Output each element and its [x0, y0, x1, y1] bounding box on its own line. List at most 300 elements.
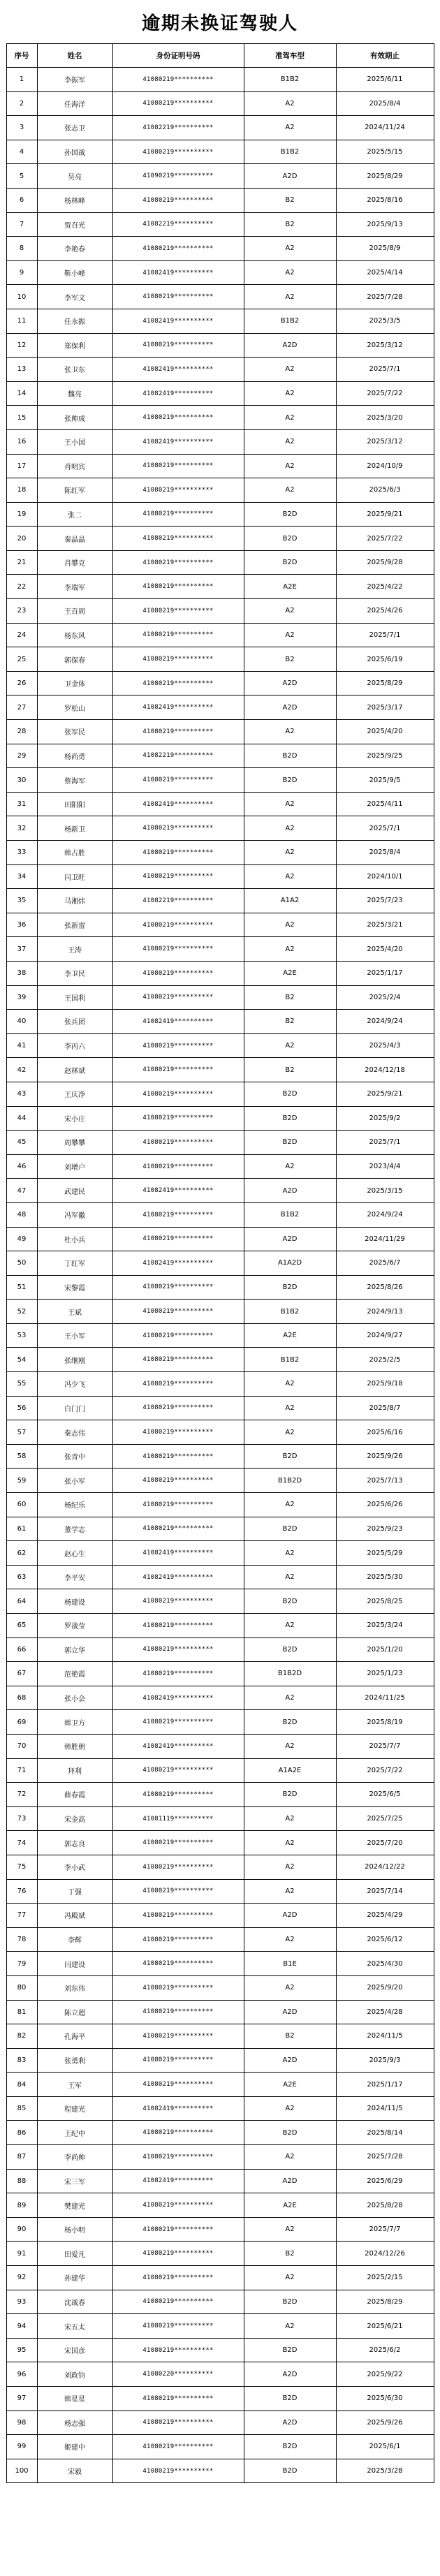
vehicle-class: A2 — [244, 260, 336, 285]
id-number: 41080219********** — [112, 599, 244, 624]
row-index: 15 — [6, 406, 37, 430]
table-row — [6, 2073, 434, 2097]
id-number: 41080219********** — [112, 2048, 244, 2073]
row-index: 2 — [6, 91, 37, 116]
driver-name: 李振军 — [37, 68, 112, 92]
driver-name: 王军 — [37, 2073, 112, 2097]
driver-name: 李平安 — [37, 1565, 112, 1589]
id-number: 41082219********** — [112, 116, 244, 140]
id-number: 41080219********** — [112, 1589, 244, 1614]
driver-name: 冯军徽 — [37, 1202, 112, 1227]
id-number: 41082419********** — [112, 429, 244, 454]
expiry-date: 2024/11/24 — [336, 116, 434, 140]
vehicle-class: A2E — [244, 575, 336, 599]
id-number: 41080219********** — [112, 1372, 244, 1397]
row-index: 58 — [6, 1444, 37, 1469]
vehicle-class: A2 — [244, 1927, 336, 1952]
driver-name: 姬建中 — [37, 2435, 112, 2459]
driver-name: 杨林峰 — [37, 188, 112, 212]
row-index: 79 — [6, 1952, 37, 1976]
vehicle-class: A2 — [244, 1541, 336, 1566]
id-number: 41082219********** — [112, 212, 244, 237]
expiry-date: 2025/6/26 — [336, 1493, 434, 1517]
vehicle-class: A2 — [244, 381, 336, 406]
driver-name: 张新雷 — [37, 913, 112, 937]
table-row — [6, 2314, 434, 2339]
table-row — [6, 720, 434, 744]
row-index: 24 — [6, 623, 37, 647]
vehicle-class: B1B2 — [244, 1202, 336, 1227]
driver-name: 王纪中 — [37, 2121, 112, 2145]
vehicle-class: A2 — [244, 237, 336, 261]
row-index: 49 — [6, 1227, 37, 1251]
expiry-date: 2025/6/11 — [336, 68, 434, 92]
row-index: 19 — [6, 502, 37, 527]
id-number: 41080219********** — [112, 454, 244, 478]
row-index: 1 — [6, 68, 37, 92]
table-row — [6, 2024, 434, 2049]
vehicle-class: A2 — [244, 2096, 336, 2121]
row-index: 36 — [6, 913, 37, 937]
vehicle-class: A2 — [244, 1372, 336, 1397]
vehicle-class: B2 — [244, 1010, 336, 1034]
table-body — [6, 68, 434, 2483]
driver-name: 闫建设 — [37, 1952, 112, 1976]
driver-name: 宋金高 — [37, 1806, 112, 1831]
id-number: 41080219********** — [112, 2387, 244, 2411]
id-number: 41080219********** — [112, 841, 244, 865]
expiry-date: 2025/4/30 — [336, 1952, 434, 1976]
driver-name: 张青中 — [37, 1444, 112, 1469]
id-number: 41080219********** — [112, 1106, 244, 1131]
driver-name: 郑保利 — [37, 333, 112, 358]
vehicle-class: A2 — [244, 599, 336, 624]
expiry-date: 2024/10/1 — [336, 864, 434, 889]
table-row — [6, 1106, 434, 1131]
table-row — [6, 1131, 434, 1155]
driver-name: 杨纪乐 — [37, 1493, 112, 1517]
id-number: 41080219********** — [112, 478, 244, 503]
driver-name: 张继刚 — [37, 1348, 112, 1372]
id-number: 41080219********** — [112, 1517, 244, 1541]
vehicle-class: A1A2E — [244, 1758, 336, 1783]
expiry-date: 2025/8/9 — [336, 237, 434, 261]
expiry-date: 2025/8/26 — [336, 1275, 434, 1300]
row-index: 95 — [6, 2338, 37, 2362]
row-index: 6 — [6, 188, 37, 212]
header-index: 序号 — [6, 44, 37, 68]
row-index: 64 — [6, 1589, 37, 1614]
row-index: 5 — [6, 164, 37, 189]
id-number: 41080219********** — [112, 1154, 244, 1179]
driver-name: 李辉 — [37, 1927, 112, 1952]
table-row — [6, 841, 434, 865]
id-number: 41080219********** — [112, 1662, 244, 1686]
row-index: 51 — [6, 1275, 37, 1300]
row-index: 50 — [6, 1251, 37, 1276]
row-index: 63 — [6, 1565, 37, 1589]
row-index: 35 — [6, 889, 37, 913]
expiry-date: 2025/7/23 — [336, 889, 434, 913]
id-number: 41080219********** — [112, 1396, 244, 1420]
table-row — [6, 1420, 434, 1445]
vehicle-class: A2 — [244, 1855, 336, 1879]
driver-name: 马湘炜 — [37, 889, 112, 913]
expiry-date: 2025/6/2 — [336, 2338, 434, 2362]
id-number: 41080219********** — [112, 1710, 244, 1735]
driver-name: 张小会 — [37, 1686, 112, 1710]
row-index: 46 — [6, 1154, 37, 1179]
driver-name: 郭保春 — [37, 647, 112, 672]
expiry-date: 2024/9/13 — [336, 1300, 434, 1324]
vehicle-class: A2 — [244, 454, 336, 478]
id-number: 41080219********** — [112, 2314, 244, 2339]
vehicle-class: A2 — [244, 816, 336, 841]
id-number: 41080219********** — [112, 1493, 244, 1517]
expiry-date: 2025/3/28 — [336, 2459, 434, 2483]
row-index: 75 — [6, 1855, 37, 1879]
vehicle-class: B2D — [244, 1131, 336, 1155]
expiry-date: 2025/7/22 — [336, 1758, 434, 1783]
table-row — [6, 1323, 434, 1348]
id-number: 41080219********** — [112, 2000, 244, 2024]
table-row — [6, 2169, 434, 2193]
expiry-date: 2025/7/14 — [336, 1879, 434, 1904]
id-number: 41080219********** — [112, 671, 244, 695]
row-index: 96 — [6, 2362, 37, 2387]
vehicle-class: A2 — [244, 2314, 336, 2339]
driver-name: 罗松山 — [37, 695, 112, 720]
table-row — [6, 695, 434, 720]
driver-name: 任永振 — [37, 309, 112, 333]
expiry-date: 2025/1/20 — [336, 1637, 434, 1662]
vehicle-class: B2D — [244, 550, 336, 575]
table-row — [6, 792, 434, 816]
driver-name: 董学志 — [37, 1517, 112, 1541]
table-row — [6, 502, 434, 527]
table-row — [6, 381, 434, 406]
id-number: 41080219********** — [112, 647, 244, 672]
table-row — [6, 1058, 434, 1082]
driver-name: 靳小峰 — [37, 260, 112, 285]
vehicle-class: B2D — [244, 1783, 336, 1807]
driver-name: 周攀攀 — [37, 1131, 112, 1155]
row-index: 74 — [6, 1831, 37, 1855]
vehicle-class: B2D — [244, 1710, 336, 1735]
table-row — [6, 260, 434, 285]
id-number: 41080219********** — [112, 1975, 244, 2000]
vehicle-class: A2 — [244, 1614, 336, 1638]
table-row — [6, 1348, 434, 1372]
vehicle-class: A1A2D — [244, 1251, 336, 1276]
expiry-date: 2025/6/5 — [336, 1783, 434, 1807]
driver-name: 宋五太 — [37, 2314, 112, 2339]
table-row — [6, 2048, 434, 2073]
vehicle-class: A2D — [244, 1904, 336, 1928]
table-row — [6, 1855, 434, 1879]
driver-name: 郭立华 — [37, 1637, 112, 1662]
row-index: 65 — [6, 1614, 37, 1638]
vehicle-class: B2 — [244, 188, 336, 212]
driver-name: 田阳阳 — [37, 792, 112, 816]
row-index: 33 — [6, 841, 37, 865]
driver-name: 李小武 — [37, 1855, 112, 1879]
vehicle-class: A2 — [244, 1734, 336, 1758]
vehicle-class: A2 — [244, 841, 336, 865]
row-index: 16 — [6, 429, 37, 454]
driver-name: 王斌 — [37, 1300, 112, 1324]
vehicle-class: A2 — [244, 937, 336, 962]
row-index: 39 — [6, 985, 37, 1010]
id-number: 41080219********** — [112, 1614, 244, 1638]
id-number: 41080219********** — [112, 2145, 244, 2170]
expiry-date: 2025/9/13 — [336, 212, 434, 237]
driver-name: 李瑞军 — [37, 575, 112, 599]
row-index: 80 — [6, 1975, 37, 2000]
row-index: 37 — [6, 937, 37, 962]
row-index: 55 — [6, 1372, 37, 1397]
vehicle-class: B2D — [244, 1589, 336, 1614]
row-index: 38 — [6, 961, 37, 985]
row-index: 66 — [6, 1637, 37, 1662]
driver-name: 韩胜朝 — [37, 1734, 112, 1758]
driver-name: 魏亮 — [37, 381, 112, 406]
expiry-date: 2025/7/28 — [336, 285, 434, 309]
expiry-date: 2025/4/20 — [336, 937, 434, 962]
table-row — [6, 164, 434, 189]
table-row — [6, 309, 434, 333]
table-row — [6, 937, 434, 962]
driver-name: 杨志强 — [37, 2411, 112, 2435]
row-index: 11 — [6, 309, 37, 333]
expiry-date: 2025/1/17 — [336, 2073, 434, 2097]
row-index: 91 — [6, 2242, 37, 2266]
table-row — [6, 1202, 434, 1227]
driver-name: 任海洋 — [37, 91, 112, 116]
driver-name: 冯少飞 — [37, 1372, 112, 1397]
table-row — [6, 527, 434, 551]
id-number: 41082419********** — [112, 2169, 244, 2193]
id-number: 41080219********** — [112, 1420, 244, 1445]
expiry-date: 2024/12/22 — [336, 1855, 434, 1879]
id-number: 41080219********** — [112, 2435, 244, 2459]
table-row — [6, 429, 434, 454]
row-index: 9 — [6, 260, 37, 285]
expiry-date: 2025/8/4 — [336, 841, 434, 865]
table-row — [6, 1904, 434, 1928]
table-row — [6, 1565, 434, 1589]
table-row — [6, 1493, 434, 1517]
id-number: 41080219********** — [112, 2459, 244, 2483]
id-number: 41082419********** — [112, 260, 244, 285]
expiry-date: 2025/6/19 — [336, 647, 434, 672]
row-index: 8 — [6, 237, 37, 261]
table-row — [6, 2145, 434, 2170]
expiry-date: 2025/4/26 — [336, 599, 434, 624]
id-number: 41082419********** — [112, 358, 244, 382]
expiry-date: 2025/8/25 — [336, 1589, 434, 1614]
driver-name: 刘政钧 — [37, 2362, 112, 2387]
driver-name: 李军文 — [37, 285, 112, 309]
id-number: 41082219********** — [112, 744, 244, 768]
id-number: 41082419********** — [112, 1010, 244, 1034]
driver-name: 宋国彦 — [37, 2338, 112, 2362]
row-index: 30 — [6, 768, 37, 793]
driver-name: 肖攀克 — [37, 550, 112, 575]
expiry-date: 2025/7/1 — [336, 816, 434, 841]
row-index: 98 — [6, 2411, 37, 2435]
expiry-date: 2025/7/25 — [336, 1806, 434, 1831]
vehicle-class: B1B2 — [244, 68, 336, 92]
id-number: 41080219********** — [112, 1855, 244, 1879]
id-number: 41080219********** — [112, 1058, 244, 1082]
table-row — [6, 1952, 434, 1976]
expiry-date: 2025/6/1 — [336, 2435, 434, 2459]
vehicle-class: A2D — [244, 2362, 336, 2387]
row-index: 78 — [6, 1927, 37, 1952]
row-index: 44 — [6, 1106, 37, 1131]
driver-name: 范艳霞 — [37, 1662, 112, 1686]
driver-name: 陈红军 — [37, 478, 112, 503]
row-index: 41 — [6, 1033, 37, 1058]
vehicle-class: A2D — [244, 2169, 336, 2193]
id-number: 41080219********** — [112, 1082, 244, 1106]
vehicle-class: A2 — [244, 1154, 336, 1179]
driver-name: 卫金体 — [37, 671, 112, 695]
driver-name: 张帅成 — [37, 406, 112, 430]
row-index: 72 — [6, 1783, 37, 1807]
driver-name: 沈战春 — [37, 2290, 112, 2314]
row-index: 25 — [6, 647, 37, 672]
vehicle-class: A2 — [244, 116, 336, 140]
driver-name: 秦晶晶 — [37, 527, 112, 551]
table-row — [6, 2242, 434, 2266]
vehicle-class: A1A2 — [244, 889, 336, 913]
id-number: 41080219********** — [112, 1202, 244, 1227]
vehicle-class: B2D — [244, 2459, 336, 2483]
expiry-date: 2025/6/30 — [336, 2387, 434, 2411]
driver-name: 王涛 — [37, 937, 112, 962]
table-row — [6, 2362, 434, 2387]
driver-name: 罗战莹 — [37, 1614, 112, 1638]
header-vehicle-class: 准驾车型 — [244, 44, 336, 68]
table-row — [6, 550, 434, 575]
driver-name: 丁红军 — [37, 1251, 112, 1276]
id-number: 41080219********** — [112, 2411, 244, 2435]
driver-name: 张兵团 — [37, 1010, 112, 1034]
table-row — [6, 91, 434, 116]
table-row — [6, 2338, 434, 2362]
driver-name: 杨建设 — [37, 1589, 112, 1614]
table-row — [6, 1806, 434, 1831]
row-index: 81 — [6, 2000, 37, 2024]
driver-name: 赵心生 — [37, 1541, 112, 1566]
table-row — [6, 2290, 434, 2314]
expiry-date: 2025/7/1 — [336, 623, 434, 647]
vehicle-class: B2D — [244, 1517, 336, 1541]
document-title: 逾期未换证驾驶人 — [141, 13, 298, 34]
row-index: 20 — [6, 527, 37, 551]
table-row — [6, 1783, 434, 1807]
driver-name: 吴亮 — [37, 164, 112, 189]
driver-name: 孙建华 — [37, 2266, 112, 2290]
row-index: 42 — [6, 1058, 37, 1082]
driver-name: 韩星星 — [37, 2387, 112, 2411]
table-row — [6, 1082, 434, 1106]
table-row — [6, 116, 434, 140]
row-index: 85 — [6, 2096, 37, 2121]
vehicle-class: A2 — [244, 1806, 336, 1831]
row-index: 34 — [6, 864, 37, 889]
id-number: 41080219********** — [112, 1758, 244, 1783]
row-index: 84 — [6, 2073, 37, 2097]
vehicle-class: B1B2 — [244, 309, 336, 333]
id-number: 41080219********** — [112, 1879, 244, 1904]
vehicle-class: B1B2 — [244, 1348, 336, 1372]
expiry-date: 2025/8/29 — [336, 2290, 434, 2314]
table-row — [6, 1275, 434, 1300]
vehicle-class: A2 — [244, 285, 336, 309]
vehicle-class: A2 — [244, 2145, 336, 2170]
id-number: 41080219********** — [112, 188, 244, 212]
driver-name: 白门门 — [37, 1396, 112, 1420]
expiry-date: 2025/3/12 — [336, 333, 434, 358]
row-index: 83 — [6, 2048, 37, 2073]
row-index: 40 — [6, 1010, 37, 1034]
expiry-date: 2025/9/26 — [336, 1444, 434, 1469]
vehicle-class: B2D — [244, 1637, 336, 1662]
driver-name: 肖明宾 — [37, 454, 112, 478]
vehicle-class: A2D — [244, 695, 336, 720]
id-number: 41080219********** — [112, 1904, 244, 1928]
expiry-date: 2025/8/7 — [336, 1396, 434, 1420]
vehicle-class: A2 — [244, 1493, 336, 1517]
table-row — [6, 188, 434, 212]
table-row — [6, 1879, 434, 1904]
id-number: 41080219********** — [112, 502, 244, 527]
driver-name: 程建光 — [37, 2096, 112, 2121]
row-index: 69 — [6, 1710, 37, 1735]
vehicle-class: B2D — [244, 2290, 336, 2314]
driver-name: 田爱凡 — [37, 2242, 112, 2266]
id-number: 41080219********** — [112, 406, 244, 430]
driver-name: 李尚帅 — [37, 2145, 112, 2170]
row-index: 48 — [6, 1202, 37, 1227]
row-index: 89 — [6, 2193, 37, 2218]
vehicle-class: A2D — [244, 333, 336, 358]
expiry-date: 2025/8/28 — [336, 2193, 434, 2218]
expiry-date: 2025/3/5 — [336, 309, 434, 333]
table-row — [6, 1589, 434, 1614]
expiry-date: 2023/4/4 — [336, 1154, 434, 1179]
table-row — [6, 285, 434, 309]
row-index: 71 — [6, 1758, 37, 1783]
driver-name: 王庆净 — [37, 1082, 112, 1106]
id-number: 41080219********** — [112, 985, 244, 1010]
header-name: 姓名 — [37, 44, 112, 68]
vehicle-class: B2D — [244, 502, 336, 527]
expiry-date: 2025/3/20 — [336, 406, 434, 430]
table-row — [6, 1614, 434, 1638]
expiry-date: 2025/9/23 — [336, 1517, 434, 1541]
expiry-date: 2025/3/15 — [336, 1179, 434, 1203]
table-row — [6, 744, 434, 768]
vehicle-class: B2D — [244, 1106, 336, 1131]
id-number: 41080219********** — [112, 2217, 244, 2242]
table-row — [6, 2459, 434, 2483]
vehicle-class: B1E — [244, 1952, 336, 1976]
row-index: 77 — [6, 1904, 37, 1928]
